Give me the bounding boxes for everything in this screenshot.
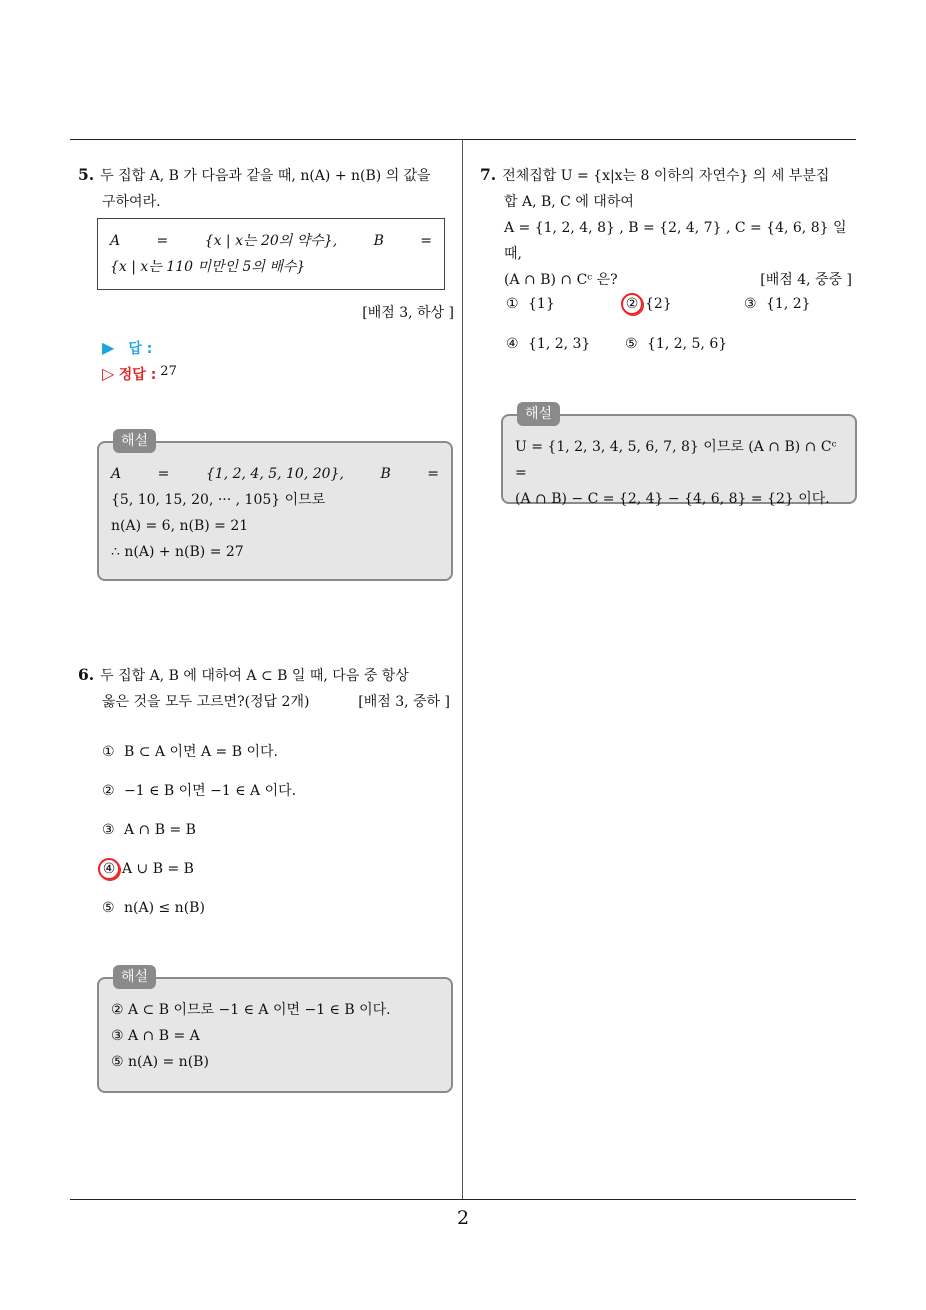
- choice-1[interactable]: [102, 739, 278, 765]
- solution-term: {1, 2, 4, 5, 10, 20},: [205, 466, 344, 482]
- solution-line: n(A) = 6, n(B) = 21: [111, 518, 249, 534]
- selected-choice-marker: ④: [98, 858, 120, 880]
- outline-triangle-icon: ▷: [102, 364, 115, 383]
- footer-rule: [70, 1199, 856, 1200]
- solution-box: [501, 406, 857, 507]
- solution-term: =: [427, 466, 439, 482]
- choice-text: B ⊂ A 이면 A = B 이다.: [124, 744, 278, 760]
- solution-box: [97, 433, 453, 581]
- choice-3[interactable]: [102, 817, 196, 843]
- given-term: B: [373, 233, 384, 249]
- choice-marker: ⑤: [102, 900, 115, 916]
- question-number: 7.: [480, 165, 497, 184]
- question-text: 옳은 것을 모두 고르면?(정답 2개): [102, 694, 310, 710]
- choice-marker: ⑤: [625, 336, 638, 352]
- question-text: 두 집합 A, B 에 대하여 A ⊂ B 일 때, 다음 중 항상: [100, 668, 409, 684]
- correct-answer-label: 정답 :: [118, 367, 157, 383]
- choice-text: {1, 2, 5, 6}: [647, 336, 728, 352]
- given-line: {x | x는 110 미만인 5의 배수}: [110, 259, 306, 275]
- answer-line: [102, 336, 152, 361]
- choice-text: {2}: [645, 296, 672, 312]
- given-term: =: [156, 233, 169, 249]
- choice-text: A ∪ B = B: [122, 861, 194, 877]
- choice-marker: ②: [102, 783, 115, 799]
- correct-answer-line: [102, 362, 177, 388]
- choice-5[interactable]: [102, 895, 205, 921]
- points-text: [배점 4, 중중 ]: [760, 272, 852, 288]
- question-number: 6.: [78, 665, 95, 684]
- choice-text: {1, 2}: [766, 296, 811, 312]
- points-text: [배점 3, 중하 ]: [358, 694, 450, 710]
- points-label: [300, 300, 454, 326]
- solution-tag: 해설: [517, 402, 560, 426]
- question-text: 두 집합 A, B 가 다음과 같을 때, n(A) + n(B) 의 값을: [100, 168, 431, 184]
- selected-choice-marker: ②: [621, 293, 643, 315]
- choice-marker: ③: [744, 296, 757, 312]
- choice-2[interactable]: [102, 778, 296, 804]
- question-text: 전체집합 U = {x|x는 8 이하의 자연수} 의 세 부분집: [502, 168, 830, 184]
- choice-text: {1, 2, 3}: [528, 336, 591, 352]
- question-text: 합 A, B, C 에 대하여: [504, 194, 634, 210]
- solution-tag: 해설: [113, 429, 156, 453]
- choice-text: n(A) ≤ n(B): [124, 900, 205, 916]
- solution-line: ⑤ n(A) = n(B): [111, 1054, 209, 1070]
- solution-tag: 해설: [113, 965, 156, 989]
- choice-5[interactable]: [625, 331, 727, 357]
- given-term: =: [420, 233, 432, 249]
- solution-line: (A ∩ B) − C = {2, 4} − {4, 6, 8} = {2} 이다.: [515, 491, 830, 507]
- answer-label: 답 :: [128, 341, 153, 357]
- choice-marker: ①: [102, 744, 115, 760]
- choice-marker: ④: [506, 336, 519, 352]
- choice-3[interactable]: [744, 291, 811, 317]
- given-term: {x | x는 20의 약수},: [204, 233, 338, 249]
- solution-line: U = {1, 2, 3, 4, 5, 6, 7, 8} 이므로 (A ∩ B) ∩ Cᶜ =: [515, 439, 837, 481]
- solution-line: {5, 10, 15, 20, ··· , 105} 이므로: [111, 492, 326, 508]
- question-7: [480, 162, 858, 293]
- choice-marker: ①: [506, 296, 519, 312]
- choice-1[interactable]: [506, 291, 555, 317]
- choice-text: A ∩ B = B: [124, 822, 196, 838]
- question-text: A = {1, 2, 4, 8} , B = {2, 4, 7} , C = {4, 6, 8} 일 때,: [504, 220, 847, 262]
- question-number: 5.: [78, 165, 95, 184]
- given-sets-box: [97, 218, 445, 290]
- choice-4[interactable]: [102, 856, 194, 882]
- column-divider: [462, 139, 463, 1199]
- play-icon: ▶: [102, 338, 115, 357]
- choice-marker: ③: [102, 822, 115, 838]
- question-6: [78, 662, 456, 715]
- question-5: [78, 162, 456, 215]
- choice-4[interactable]: [506, 331, 590, 357]
- choice-text: {1}: [528, 296, 555, 312]
- solution-term: =: [157, 466, 170, 482]
- header-rule: [70, 139, 856, 140]
- solution-term: B: [380, 466, 391, 482]
- solution-line: ③ A ∩ B = A: [111, 1028, 200, 1044]
- solution-term: A: [111, 466, 122, 482]
- choice-text: −1 ∈ B 이면 −1 ∈ A 이다.: [124, 783, 297, 799]
- solution-box: [97, 969, 453, 1093]
- choice-2[interactable]: [625, 291, 672, 317]
- solution-line: ∴ n(A) + n(B) = 27: [111, 544, 244, 560]
- points-text: [배점 3, 하상 ]: [362, 305, 454, 321]
- question-text: (A ∩ B) ∩ Cᶜ 은?: [504, 272, 618, 288]
- given-term: A: [110, 233, 121, 249]
- question-text: 구하여라.: [102, 194, 161, 210]
- page-number: 2: [456, 1207, 470, 1229]
- correct-answer-value: 27: [160, 364, 177, 379]
- solution-line: ② A ⊂ B 이므로 −1 ∈ A 이면 −1 ∈ B 이다.: [111, 1002, 391, 1018]
